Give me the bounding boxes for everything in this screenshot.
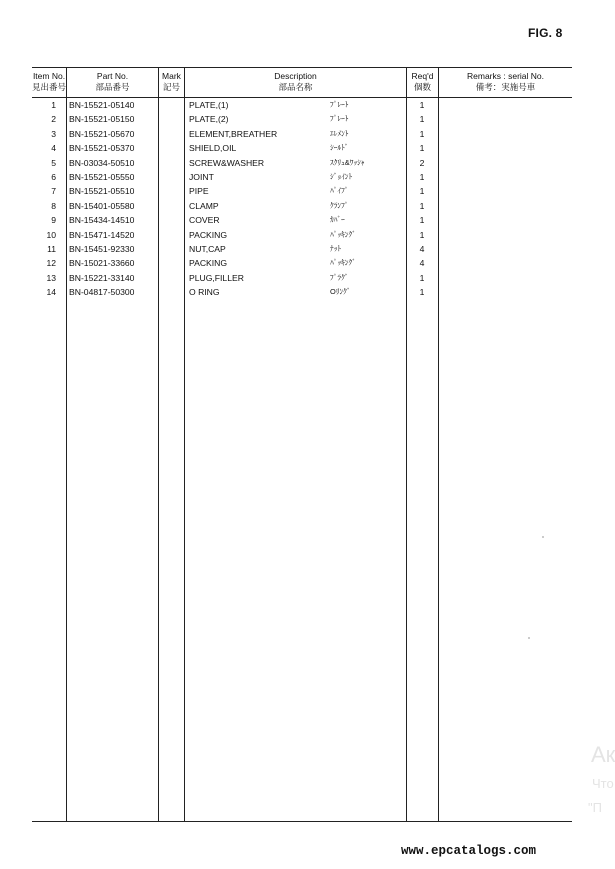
header-description-jp: 部品名称 bbox=[278, 82, 313, 92]
header-remarks-en: Remarks : serial No. bbox=[467, 71, 544, 81]
description-katakana: ﾌﾟﾗｸﾞ bbox=[330, 272, 349, 282]
description: PIPE bbox=[189, 186, 209, 197]
scan-speck bbox=[542, 536, 544, 538]
part-number: BN-15521-05670 bbox=[69, 128, 135, 139]
part-number: BN-15221-33140 bbox=[69, 272, 135, 283]
header-remarks-jp: 備考：実施号車 bbox=[475, 82, 536, 92]
table-row bbox=[32, 156, 572, 170]
item-number: 9 bbox=[51, 215, 56, 226]
description-katakana: ﾊﾟｯｷﾝｸﾞ bbox=[330, 258, 356, 268]
watermark-text: Ак bbox=[591, 742, 615, 767]
description: SHIELD,OIL bbox=[189, 143, 237, 154]
description-katakana: ｽｸﾘｭ&ﾜｯｼｬ bbox=[330, 157, 365, 167]
header-item-no-en: Item No. bbox=[32, 71, 66, 81]
description: PLATE,(1) bbox=[189, 100, 229, 110]
watermark-text: "П bbox=[588, 800, 602, 815]
header-item-no-jp: 見出番号 bbox=[32, 82, 67, 92]
description: SCREW&WASHER bbox=[189, 157, 265, 168]
item-number: 11 bbox=[47, 244, 56, 254]
table-row bbox=[32, 98, 572, 112]
item-number: 2 bbox=[51, 114, 56, 125]
part-number: BN-15521-05140 bbox=[69, 100, 135, 110]
table-row bbox=[32, 228, 572, 242]
header-part-no bbox=[67, 69, 158, 95]
quantity: 1 bbox=[419, 172, 425, 182]
description-katakana: ｼｰﾙﾄﾞ bbox=[330, 143, 349, 153]
quantity: 1 bbox=[419, 186, 425, 197]
header-part-no-en: Part No. bbox=[96, 71, 129, 81]
quantity: 4 bbox=[419, 258, 425, 269]
part-number: BN-15401-05580 bbox=[69, 200, 135, 211]
part-number: BN-15521-05370 bbox=[69, 143, 135, 154]
table-row bbox=[32, 242, 572, 256]
part-number: BN-15471-14520 bbox=[69, 229, 135, 240]
quantity: 1 bbox=[419, 114, 425, 125]
part-number: BN-15451-92330 bbox=[69, 244, 135, 254]
item-number: 6 bbox=[51, 172, 56, 182]
quantity: 1 bbox=[419, 287, 425, 298]
quantity: 1 bbox=[419, 200, 425, 211]
description: PACKING bbox=[189, 229, 228, 240]
quantity: 1 bbox=[419, 100, 425, 110]
description: NUT,CAP bbox=[189, 244, 226, 254]
part-number: BN-15521-05510 bbox=[69, 186, 135, 197]
header-description bbox=[185, 69, 406, 95]
description-katakana: ﾊﾟｲﾌﾟ bbox=[330, 186, 349, 196]
parts-table bbox=[32, 67, 572, 822]
quantity: 1 bbox=[419, 143, 425, 154]
part-number: BN-15521-05150 bbox=[69, 114, 135, 125]
quantity: 1 bbox=[419, 272, 425, 283]
description: PLATE,(2) bbox=[189, 114, 229, 125]
part-number: BN-15021-33660 bbox=[69, 258, 135, 269]
item-number: 5 bbox=[51, 157, 56, 168]
description-katakana: ﾌﾟﾚｰﾄ bbox=[330, 100, 349, 109]
table-row bbox=[32, 285, 572, 299]
header-mark-en: Mark bbox=[162, 71, 181, 81]
part-number: BN-04817-50300 bbox=[69, 287, 135, 298]
description-katakana: ｼﾞｮｲﾝﾄ bbox=[330, 172, 353, 181]
figure-label: FIG. 8 bbox=[528, 26, 563, 40]
description-katakana: ｶﾊﾞｰ bbox=[330, 215, 345, 225]
description-katakana: ﾌﾟﾚｰﾄ bbox=[330, 114, 349, 124]
table-row bbox=[32, 271, 572, 285]
table-row bbox=[32, 127, 572, 141]
item-number: 3 bbox=[51, 128, 56, 139]
description-katakana: Oﾘﾝｸﾞ bbox=[330, 287, 351, 297]
header-reqd-en: Req'd bbox=[411, 71, 434, 81]
header-remarks bbox=[439, 69, 572, 95]
part-number: BN-15434-14510 bbox=[69, 215, 135, 226]
quantity: 1 bbox=[419, 229, 425, 240]
table-top-border bbox=[32, 67, 572, 68]
table-row bbox=[32, 112, 572, 126]
item-number: 4 bbox=[51, 143, 56, 154]
header-item-no bbox=[32, 69, 66, 95]
quantity: 1 bbox=[419, 215, 425, 226]
header-mark bbox=[159, 69, 184, 95]
item-number: 8 bbox=[51, 200, 56, 211]
part-number: BN-03034-50510 bbox=[69, 157, 135, 168]
quantity: 4 bbox=[419, 244, 425, 254]
item-number: 12 bbox=[46, 258, 56, 269]
table-row bbox=[32, 170, 572, 184]
description: PLUG,FILLER bbox=[189, 272, 244, 283]
footer-website-link[interactable]: www.epcatalogs.com bbox=[401, 844, 537, 858]
watermark-text: Что bbox=[592, 776, 614, 791]
part-number: BN-15521-05550 bbox=[69, 172, 135, 182]
description: CLAMP bbox=[189, 200, 219, 211]
quantity: 2 bbox=[419, 157, 425, 168]
item-number: 7 bbox=[51, 186, 56, 197]
table-bottom-border bbox=[32, 821, 572, 822]
description: JOINT bbox=[189, 172, 214, 182]
header-description-en: Description bbox=[274, 71, 317, 81]
description-katakana: ﾅｯﾄ bbox=[330, 244, 342, 253]
table-row bbox=[32, 184, 572, 198]
description-katakana: ﾊﾟｯｷﾝｸﾞ bbox=[330, 229, 356, 239]
item-number: 14 bbox=[46, 287, 56, 298]
item-number: 1 bbox=[51, 100, 56, 110]
description: PACKING bbox=[189, 258, 228, 269]
item-number: 13 bbox=[46, 272, 56, 283]
table-row bbox=[32, 141, 572, 155]
description: ELEMENT,BREATHER bbox=[189, 128, 278, 139]
header-reqd-jp: 個数 bbox=[413, 82, 431, 92]
description-katakana: ｸﾗﾝﾌﾟ bbox=[330, 200, 349, 210]
table-row bbox=[32, 199, 572, 213]
table-row bbox=[32, 256, 572, 270]
description: COVER bbox=[189, 215, 220, 226]
table-row bbox=[32, 213, 572, 227]
quantity: 1 bbox=[419, 128, 425, 139]
description-katakana: ｴﾚﾒﾝﾄ bbox=[330, 128, 349, 138]
header-reqd bbox=[407, 69, 438, 95]
header-mark-jp: 記号 bbox=[162, 82, 180, 92]
item-number: 10 bbox=[46, 229, 56, 240]
description: O RING bbox=[189, 287, 220, 298]
header-part-no-jp: 部品番号 bbox=[95, 82, 130, 92]
scan-speck bbox=[528, 637, 530, 639]
